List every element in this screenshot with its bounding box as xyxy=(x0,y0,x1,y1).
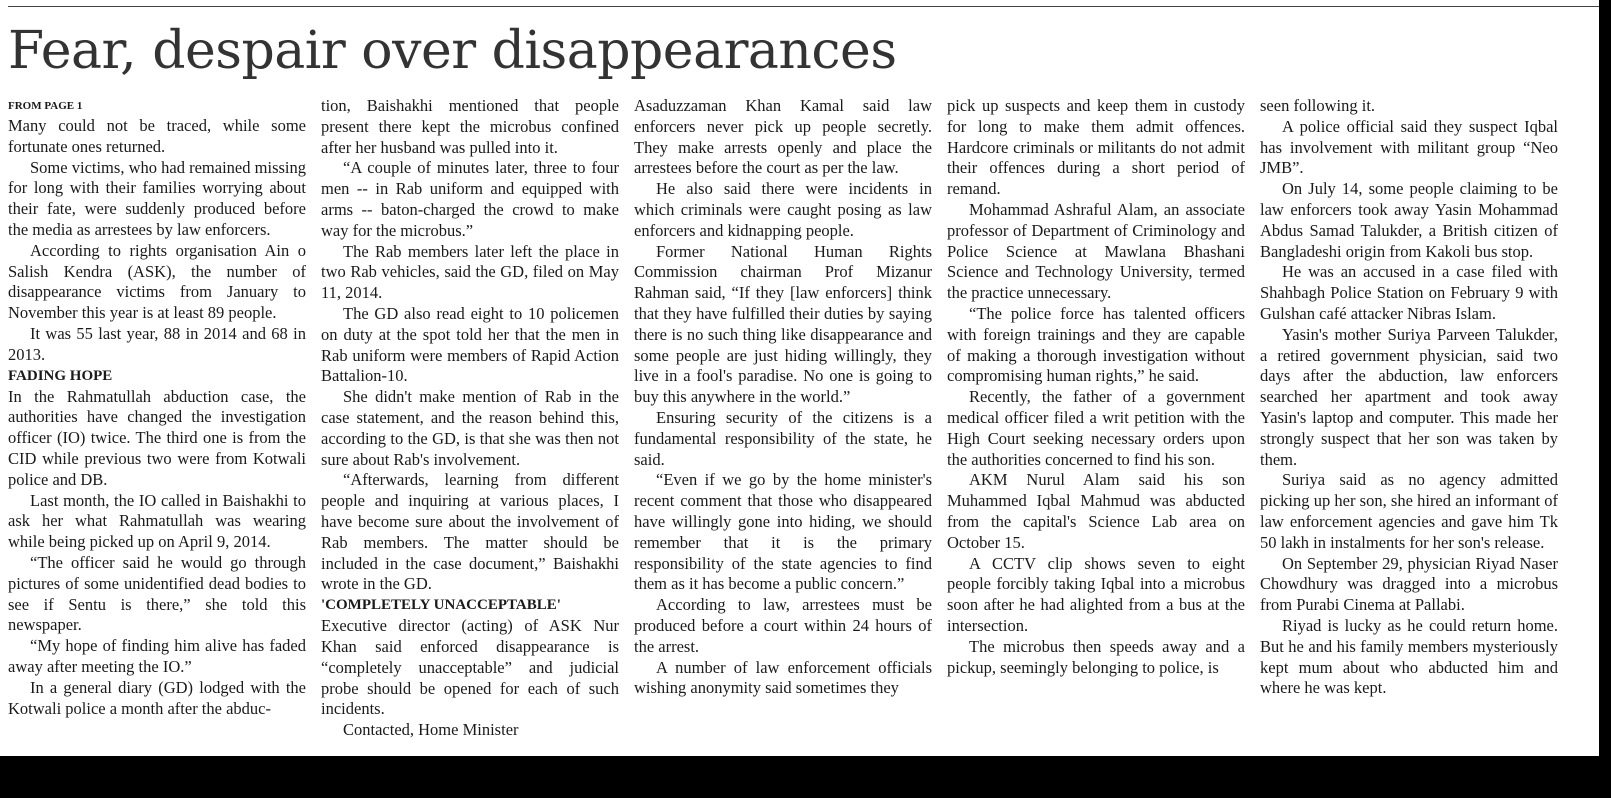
subheading: FADING HOPE xyxy=(8,367,113,384)
article-paragraph: “The officer said he would go through pictures of some unidentified dead bodies to see if Sentu is there,” she told this newspaper. xyxy=(8,552,306,635)
article-paragraph: Executive director (acting) of ASK Nur Khan said enforced disappearance is “completely unacceptable” and judicial probe should be opened for each of such incidents. xyxy=(321,616,619,719)
article-paragraph: Recently, the father of a government medical officer filed a writ petition with the High Court seeking necessary orders upon the authorities concerned to find his son. xyxy=(947,387,1245,469)
article-paragraph: Mohammad Ashraful Alam, an associate professor of Department of Criminology and Police Science at Mawlana Bhashani Science and Technology University, termed the practice unnecessary. xyxy=(947,199,1245,303)
article-paragraph: Contacted, Home Minister xyxy=(343,720,519,740)
article-paragraph: AKM Nurul Alam said his son Muhammed Iqbal Mahmud was abducted from the capital's Science Lab area on October 15. xyxy=(947,470,1245,552)
article-column-3 xyxy=(634,96,932,756)
article-paragraph: In the Rahmatullah abduction case, the authorities have changed the investigation officer (IO) twice. The third one is from the CID while previous two were from Kotwali police and DB. xyxy=(8,386,306,489)
article-column-5 xyxy=(1260,96,1558,756)
article-paragraph: seen following it. xyxy=(1260,96,1376,115)
article-paragraph: Asaduzzaman Khan Kamal said law enforcers never pick up people secretly. They make arrests openly and place the arrestees before the court as per the law. xyxy=(634,96,932,178)
article-paragraph: The Rab members later left the place in two Rab vehicles, said the GD, filed on May 11, 2014. xyxy=(321,241,619,303)
article-paragraph: A police official said they suspect Iqbal has involvement with militant group “Neo JMB”. xyxy=(1260,116,1558,178)
top-rule xyxy=(8,6,1605,7)
section-kicker: FROM PAGE 1 xyxy=(8,100,83,112)
article-paragraph: Yasin's mother Suriya Parveen Talukder, a retired government physician, said two days after the abduction, law enforcers searched her apartment and took away Yasin's laptop and computer. This made her strongly suspect that her son was taken by them. xyxy=(1260,324,1558,469)
subheading: 'COMPLETELY UNACCEPTABLE' xyxy=(321,597,561,614)
article-paragraph: Last month, the IO called in Baishakhi to ask her what Rahmatullah was wearing while being picked up on April 9, 2014. xyxy=(8,490,306,552)
article-paragraph: Many could not be traced, while some fortunate ones returned. xyxy=(8,116,306,156)
scan-edge-right xyxy=(1599,0,1611,756)
article-paragraph: According to law, arrestees must be produced before a court within 24 hours of the arrest. xyxy=(634,595,932,656)
article-paragraph: Some victims, who had remained missing for long with their families worrying about their fate, were suddenly produced before the media as arrestees by law enforcers. xyxy=(8,157,306,239)
article-paragraph: According to rights organisation Ain o Salish Kendra (ASK), the number of disappearance victims from January to November this year is at least 89 people. xyxy=(8,240,306,323)
article-paragraph: It was 55 last year, 88 in 2014 and 68 in 2013. xyxy=(8,323,306,364)
article-columns xyxy=(8,96,1592,756)
article-paragraph: “Even if we go by the home minister's recent comment that those who disappeared have willingly gone into hiding, we should remember that it is the primary responsibility of the state agencies to find them as it has become a public concern.” xyxy=(634,470,932,594)
article-paragraph: Suriya said as no agency admitted picking up her son, she hired an informant of law enforcement agencies and gave him Tk 50 lakh in instalments for her son's release. xyxy=(1260,470,1558,552)
article-column-4 xyxy=(947,96,1245,756)
scan-edge-bottom xyxy=(0,756,1611,798)
article-paragraph: pick up suspects and keep them in custody for long to make them admit offences. Hardcore criminals or militants do not admit their offences during a short period of remand. xyxy=(947,96,1245,199)
article-paragraph: tion, Baishakhi mentioned that people present there kept the microbus confined after her husband was pulled into it. xyxy=(321,96,619,157)
article-paragraph: Former National Human Rights Commission chairman Prof Mizanur Rahman said, “If they [law enforcers] think that they have fulfilled their duties by saying there is no such thing like disappearance and some people are just hiding willingly, they live in a fool's paradise. No one is going to buy this anywhere in the world.” xyxy=(634,241,932,407)
article-paragraph: In a general diary (GD) lodged with the Kotwali police a month after the abduc- xyxy=(8,677,306,718)
article-paragraph: Riyad is lucky as he could return home. But he and his family members mysteriously kept mum about who abducted him and where he was kept. xyxy=(1260,615,1558,698)
article-paragraph: A CCTV clip shows seven to eight people forcibly taking Iqbal into a microbus soon after he had alighted from a bus at the intersection. xyxy=(947,553,1245,635)
headline: Fear, despair over disappearances xyxy=(8,21,897,81)
article-paragraph: The GD also read eight to 10 policemen on duty at the spot told her that the men in Rab uniform were members of Rapid Action Battalion-10. xyxy=(321,303,619,386)
article-paragraph: She didn't make mention of Rab in the case statement, and the reason behind this, according to the GD, is that she was then not sure about Rab's involvement. xyxy=(321,387,619,469)
article-paragraph: He also said there were incidents in which criminals were caught posing as law enforcers and kidnapping people. xyxy=(634,179,932,240)
article-column-1 xyxy=(8,96,306,756)
article-paragraph: “The police force has talented officers with foreign trainings and they are capable of making a thorough investigation without compromising human rights,” he said. xyxy=(947,303,1245,386)
article-paragraph: “My hope of finding him alive has faded away after meeting the IO.” xyxy=(8,636,306,676)
article-paragraph: Ensuring security of the citizens is a fundamental responsibility of the state, he said. xyxy=(634,407,932,469)
article-paragraph: “A couple of minutes later, three to four men -- in Rab uniform and equipped with arms -- baton-charged the crowd to make way for the microbus.” xyxy=(321,158,619,240)
article-paragraph: On July 14, some people claiming to be law enforcers took away Yasin Mohammad Abdus Samad Talukder, a British citizen of Bangladeshi origin from Kakoli bus stop. xyxy=(1260,179,1558,261)
article-paragraph: A number of law enforcement officials wishing anonymity said sometimes they xyxy=(634,657,932,698)
article-paragraph: He was an accused in a case filed with Shahbagh Police Station on February 9 with Gulshan café attacker Nibras Islam. xyxy=(1260,262,1558,323)
article-paragraph: “Afterwards, learning from different people and inquiring at various places, I have become sure about the involvement of Rab members. The matter should be included in the case document,” Baishakhi wrote in the GD. xyxy=(321,470,619,594)
article-column-2 xyxy=(321,96,619,756)
article-paragraph: The microbus then speeds away and a pickup, seemingly belonging to police, is xyxy=(947,636,1245,677)
article-paragraph: On September 29, physician Riyad Naser Chowdhury was dragged into a microbus from Purabi Cinema at Pallabi. xyxy=(1260,553,1558,615)
